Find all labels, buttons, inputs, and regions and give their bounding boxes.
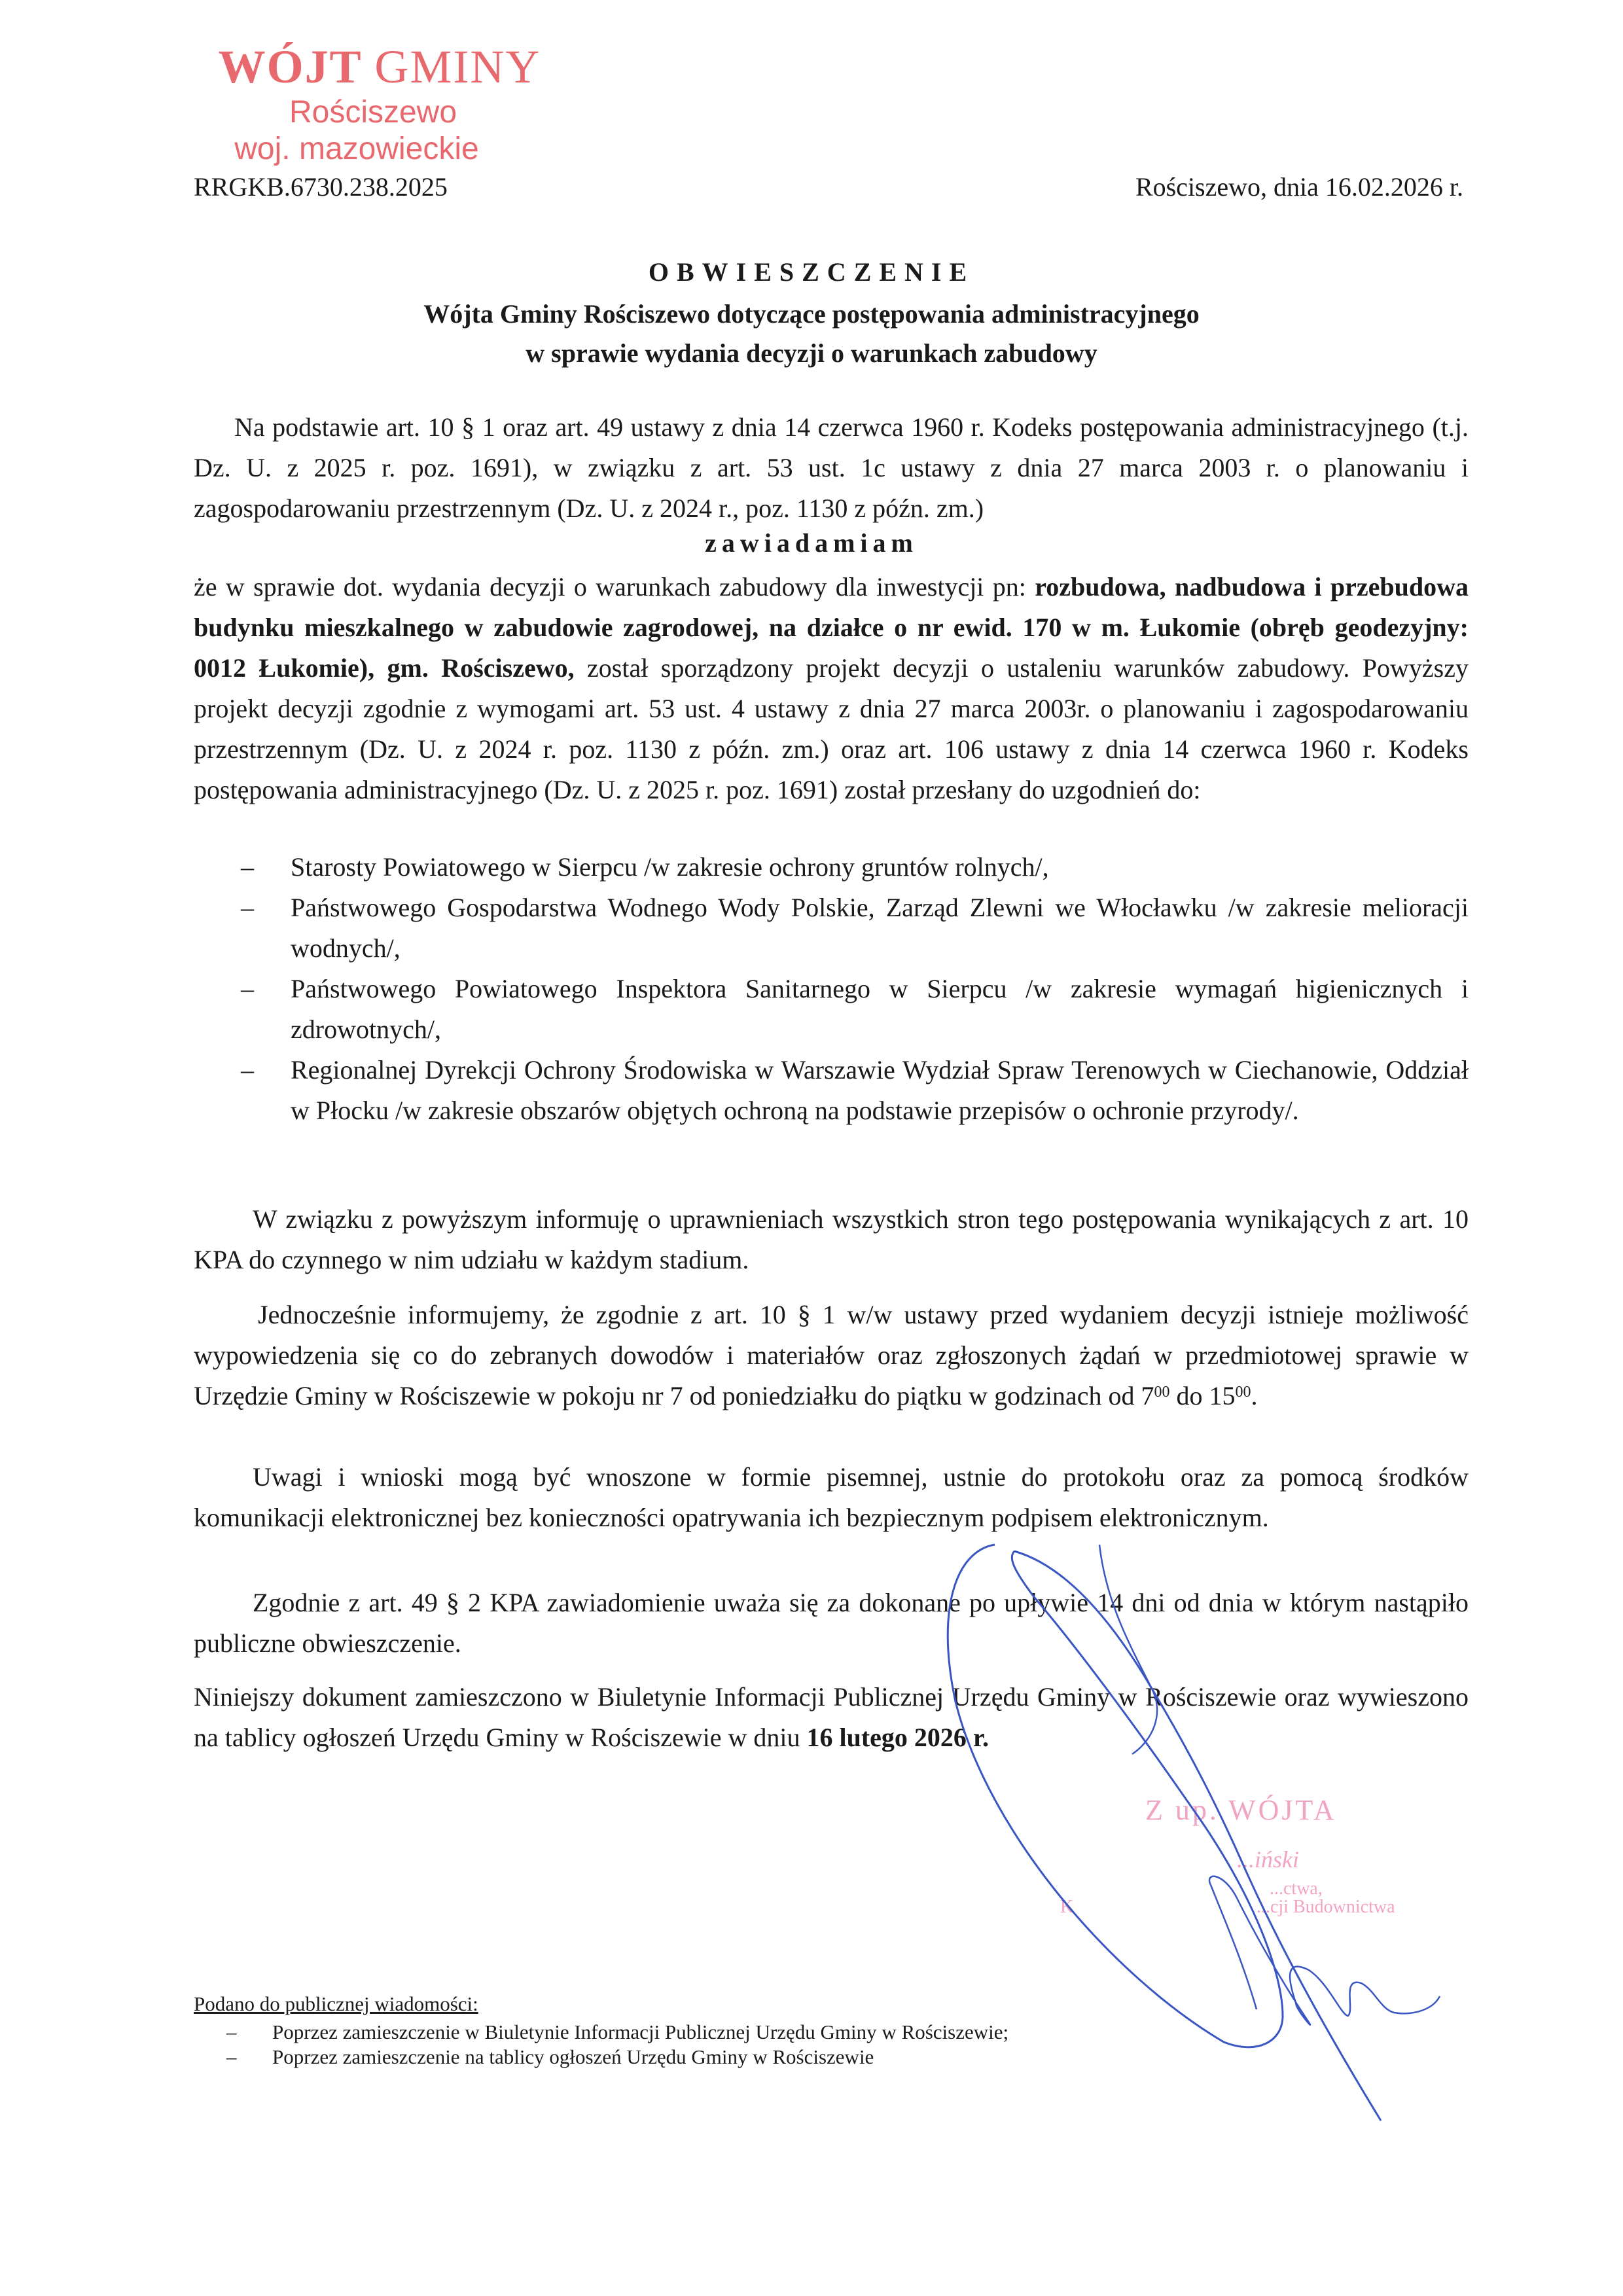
publication-date: 16 lutego 2026 r. [806, 1723, 989, 1752]
legal-basis-paragraph: Na podstawie art. 10 § 1 oraz art. 49 ustawy z dnia 14 czerwca 1960 r. Kodeks postępowania administracyjnego (t.j. Dz. U. z 2025 r. poz. 1691), w związku z art. 53 ust. 1c ustawy z dnia 27 marca 2003 r. o planowaniu i zagospodarowaniu przestrzennym (Dz. U. z 2024 r., poz. 1130 z późn. zm.) [194, 412, 1469, 523]
signature-stamp-line-4-left: K [1060, 1897, 1074, 1917]
investment-description: rozbudowa, nadbudowa i przebudowa budynku mieszkalnego w zabudowie zagrodowej, na działce o nr ewid. 170 w m. Łukomie (obręb geodezyjny: 0012 Łukomie), gm. Rościszewo, [194, 572, 1469, 683]
publication-item-text: Poprzez zamieszczenie w Biuletynie Informacji Publicznej Urzędu Gminy w Rościszewie; [272, 2020, 1009, 2043]
notify-heading: zawiadamiam [705, 528, 918, 558]
publication-paragraph [194, 1677, 1469, 1758]
signature-stamp-line-1: Z up. WÓJTA [1145, 1794, 1337, 1826]
consultation-item-text: Państwowego Powiatowego Inspektora Sanitarnego w Sierpcu /w zakresie wymagań higienicznych i zdrowotnych/, [291, 974, 1469, 1044]
hour-superscript: 00 [1235, 1384, 1251, 1401]
list-dash: – [241, 893, 254, 922]
consultation-list [194, 847, 1469, 1131]
investment-intro: że w sprawie dot. wydania decyzji o warunkach zabudowy dla inwestycji pn: [194, 572, 1035, 601]
reference-number: RRGKB.6730.238.2025 [194, 172, 448, 202]
stamp-line-3: woj. mazowieckie [234, 132, 479, 166]
consultation-item-text: Regionalnej Dyrekcji Ochrony Środowiska w Warszawie Wydział Spraw Terenowych w Ciechanowie, Oddział w Płocku /w zakresie obszarów objętych ochroną na podstawie przepisów o ochronie przyrody/. [291, 1055, 1469, 1125]
signature-stamp-line-4-right: ...cji Budownictwa [1257, 1897, 1395, 1917]
document-title: OBWIESZCZENIE [648, 257, 975, 287]
signature-stamp-line-3: ...ctwa, [1270, 1878, 1323, 1899]
office-hours-text: Jednocześnie informujemy, że zgodnie z art. 10 § 1 w/w ustawy przed wydaniem decyzji istnieje możliwość wypowiedzenia się co do zebranych dowodów i materiałów oraz zgłoszonych żądań w przedmiotowej sprawie w Urzędzie Gminy w Rościszewie w pokoju nr 7 od poniedziałku do piątku w godzinach od 7 [194, 1300, 1469, 1410]
list-dash: – [241, 974, 254, 1003]
rights-paragraph: W związku z powyższym informuję o uprawnieniach wszystkich stron tego postępowania wynikających z art. 10 KPA do czynnego w nim udziału w każdym stadium. [194, 1204, 1469, 1274]
consultation-item [194, 847, 1469, 888]
list-dash: – [226, 2020, 237, 2043]
publication-list [194, 2020, 1008, 2070]
stamp-word-wojt: WÓJT [218, 41, 362, 93]
stamp-line-2: Rościszewo [289, 95, 457, 130]
consultation-item [194, 888, 1469, 969]
publication-item [194, 2020, 1008, 2045]
publication-item [194, 2045, 1008, 2070]
hour-superscript: 00 [1154, 1384, 1170, 1401]
list-dash: – [226, 2045, 237, 2068]
consultation-item-text: Państwowego Gospodarstwa Wodnego Wody Polskie, Zarząd Zlewni we Włocławku /w zakresie melioracji wodnych/, [291, 893, 1469, 963]
signature-stamp-line-2: ...iński [1237, 1846, 1299, 1873]
list-dash: – [241, 1055, 254, 1085]
publication-item-text: Poprzez zamieszczenie na tablicy ogłoszeń Urzędu Gminy w Rościszewie [272, 2045, 874, 2068]
office-hours-text: . [1251, 1381, 1258, 1410]
consultation-item [194, 1050, 1469, 1131]
document-subtitle-line-2: w sprawie wydania decyzji o warunkach zabudowy [526, 338, 1097, 368]
office-hours-text: do 15 [1169, 1381, 1236, 1410]
place-and-date: Rościszewo, dnia 16.02.2026 r. [1135, 172, 1463, 202]
consultation-item-text: Starosty Powiatowego w Sierpcu /w zakresie ochrony gruntów rolnych/, [291, 852, 1049, 882]
consultation-item [194, 969, 1469, 1050]
investment-details: został sporządzony projekt decyzji o ustaleniu warunków zabudowy. Powyższy projekt decyzji zgodnie z wymogami art. 53 ust. 4 ustawy z dnia 27 marca 2003r. o planowaniu i zagospodarowaniu przestrzennym (Dz. U. z 2024 r. poz. 1130 z późn. zm.) oraz art. 106 ustawy z dnia 14 czerwca 1960 r. Kodeks postępowania administracyjnego (Dz. U. z 2025 r. poz. 1691) został przesłany do uzgodnień do: [194, 653, 1469, 804]
office-stamp [209, 39, 550, 168]
stamp-line-1 [209, 39, 550, 94]
publication-text: Niniejszy dokument zamieszczono w Biuletynie Informacji Publicznej Urzędu Gminy w Rościszewie oraz wywieszono na tablicy ogłoszeń Urzędu Gminy w Rościszewie w dniu [194, 1682, 1469, 1752]
list-dash: – [241, 852, 254, 882]
office-hours-paragraph [194, 1295, 1469, 1416]
remarks-paragraph: Uwagi i wnioski mogą być wnoszone w formie pisemnej, ustnie do protokołu oraz za pomocą środków komunikacji elektronicznej bez konieczności opatrywania ich bezpiecznym podpisem elektronicznym. [194, 1462, 1469, 1532]
publication-heading: Podano do publicznej wiadomości: [194, 1992, 478, 2015]
stamp-word-gminy: GMINY [374, 41, 541, 93]
document-subtitle-line-1: Wójta Gminy Rościszewo dotyczące postępowania administracyjnego [423, 299, 1200, 329]
investment-paragraph [194, 567, 1469, 810]
notification-effect-paragraph: Zgodnie z art. 49 § 2 KPA zawiadomienie uważa się za dokonane po upływie 14 dni od dnia w którym nastąpiło publiczne obwieszczenie. [194, 1588, 1469, 1658]
